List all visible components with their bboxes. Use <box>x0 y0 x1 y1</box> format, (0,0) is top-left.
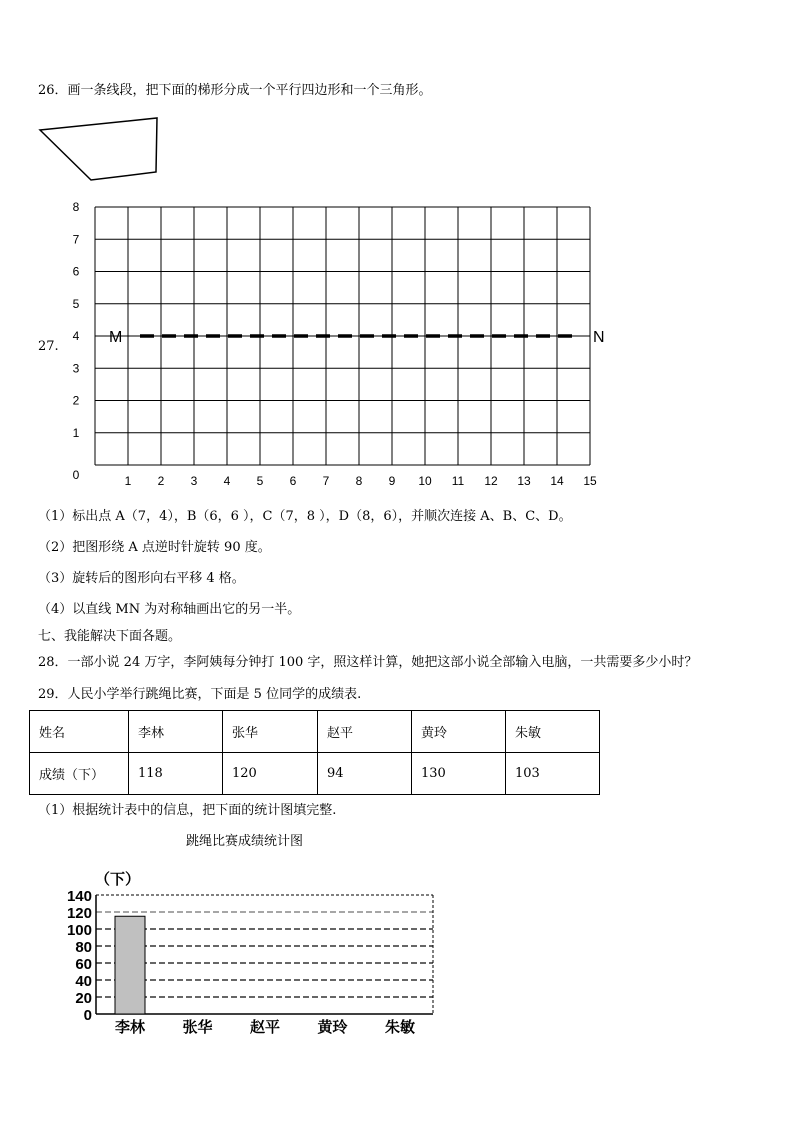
x-tick-label: 15 <box>583 474 597 488</box>
q27-sub1: （1）标出点 A（7，4），B（6，6 ），C（7，8 ），D（8，6），并顺次连接 A、B、C、D。 <box>38 509 572 524</box>
x-tick-label: 13 <box>517 474 531 488</box>
y-tick-label: 140 <box>66 888 92 905</box>
y-tick-label: 7 <box>72 232 80 247</box>
question-27-number: 27. <box>38 339 59 354</box>
section-7-heading: 七、我能解决下面各题。 <box>38 629 182 644</box>
y-tick-label: 60 <box>75 956 92 973</box>
y-tick-label: 6 <box>72 264 80 279</box>
y-tick-label: 20 <box>75 990 92 1007</box>
y-tick-label: 120 <box>66 905 92 922</box>
table-header-cell: 姓名 <box>30 711 129 753</box>
question-28-text: 28．一部小说 24 万字，李阿姨每分钟打 100 字，照这样计算，她把这部小说全部输入电脑，一共需要多少小时？ <box>38 655 698 670</box>
point-m-label: M <box>109 329 123 346</box>
table-header-cell: 成绩（下） <box>30 753 129 795</box>
x-tick-label: 1 <box>124 474 132 488</box>
x-tick-label: 10 <box>418 474 432 488</box>
y-tick-label: 3 <box>72 361 80 376</box>
y-tick-label: 40 <box>75 973 92 990</box>
y-tick-label: 8 <box>72 200 80 214</box>
table-score-cell: 130 <box>412 753 506 795</box>
x-tick-label: 8 <box>355 474 363 488</box>
x-tick-label: 6 <box>289 474 297 488</box>
y-tick-label: 80 <box>75 939 92 956</box>
q27-sub3: （3）旋转后的图形向右平移 4 格。 <box>38 571 245 586</box>
x-tick-label: 9 <box>388 474 396 488</box>
table-score-cell: 118 <box>129 753 223 795</box>
question-29-text: 29．人民小学举行跳绳比赛，下面是 5 位同学的成绩表. <box>38 687 362 702</box>
table-name-cell: 赵平 <box>318 711 412 753</box>
x-tick-label: 7 <box>322 474 330 488</box>
x-category-label: 朱敏 <box>384 1018 416 1036</box>
table-name-cell: 李林 <box>129 711 223 753</box>
x-category-label: 黄玲 <box>317 1018 348 1036</box>
table-score-cell: 94 <box>318 753 412 795</box>
table-name-cell: 张华 <box>223 711 318 753</box>
bar <box>115 916 145 1014</box>
x-tick-label: 14 <box>550 474 564 488</box>
table-name-cell: 朱敏 <box>506 711 600 753</box>
x-tick-label: 5 <box>256 474 264 488</box>
table-score-cell: 120 <box>223 753 318 795</box>
table-score-cell: 103 <box>506 753 600 795</box>
point-n-label: N <box>593 329 605 346</box>
y-tick-label: 1 <box>72 425 80 440</box>
y-tick-label: 5 <box>72 296 80 311</box>
table-name-cell: 黄玲 <box>412 711 506 753</box>
question-26-text: 26．画一条线段，把下面的梯形分成一个平行四边形和一个三角形。 <box>38 83 432 98</box>
x-category-label: 张华 <box>182 1018 213 1036</box>
x-tick-label: 3 <box>190 474 198 488</box>
x-tick-label: 2 <box>157 474 165 488</box>
q27-sub4: （4）以直线 MN 为对称轴画出它的另一半。 <box>38 602 301 617</box>
y-tick-label: 2 <box>72 393 80 408</box>
y-tick-label: 0 <box>72 468 80 482</box>
x-category-label: 李林 <box>114 1018 146 1036</box>
chart-title: 跳绳比赛成绩统计图 <box>186 834 304 849</box>
q29-sub1: （1）根据统计表中的信息，把下面的统计图填完整. <box>38 803 337 818</box>
x-tick-label: 4 <box>223 474 231 488</box>
y-tick-label: 0 <box>83 1007 92 1024</box>
y-tick-label: 4 <box>72 329 80 343</box>
y-tick-label: 100 <box>66 922 92 939</box>
y-axis-unit-label: （下） <box>95 870 141 888</box>
x-tick-label: 12 <box>484 474 498 488</box>
x-category-label: 赵平 <box>249 1018 281 1036</box>
q27-sub2: （2）把图形绕 A 点逆时针旋转 90 度。 <box>38 540 271 555</box>
x-tick-label: 11 <box>451 474 465 488</box>
